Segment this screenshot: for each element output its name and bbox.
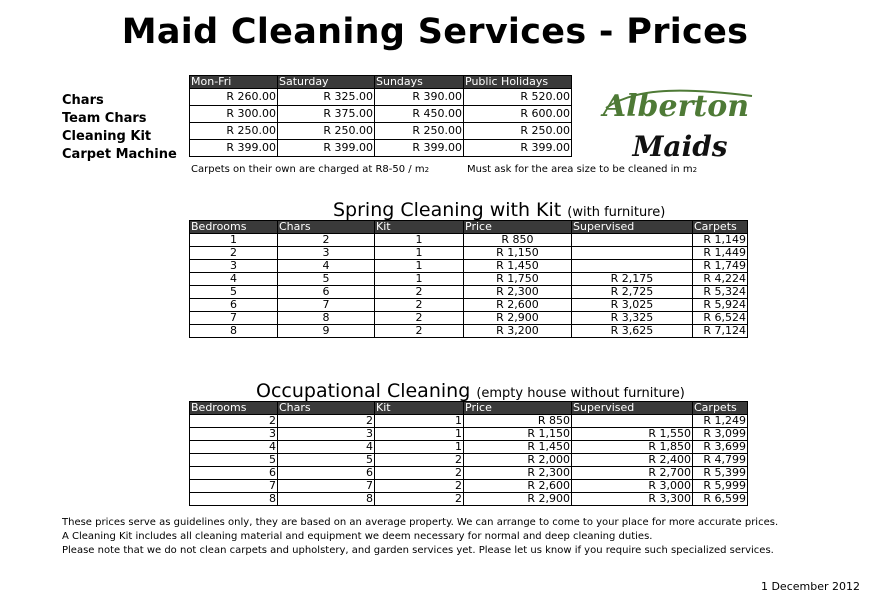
cell: R 1,750 [464,273,572,286]
price-cell: R 325.00 [278,89,375,106]
cell: R 4,224 [693,273,748,286]
price-cell: R 399.00 [190,140,278,157]
footer-note-guidelines: These prices serve as guidelines only, they are based on an average property. We can arrange to come to your place for more accurate prices. [62,517,779,528]
col-header-carpets: Carpets [693,221,748,234]
cell: R 2,000 [464,454,572,467]
table-row [190,325,748,338]
cell: 3 [190,428,278,441]
table-row [190,312,748,325]
price-cell: R 520.00 [464,89,572,106]
cell: R 3,325 [572,312,693,325]
table-row [190,428,748,441]
area-size-note [467,164,697,176]
table-row [190,260,748,273]
cell: R 5,399 [693,467,748,480]
cell: 2 [375,325,464,338]
cell: 4 [190,273,278,286]
cell: R 6,524 [693,312,748,325]
cell: R 1,550 [572,428,693,441]
col-header-saturday: Saturday [278,76,375,89]
cell: R 2,600 [464,480,572,493]
price-cell: R 250.00 [278,123,375,140]
cell: 1 [375,260,464,273]
cell: R 1,450 [464,260,572,273]
carpet-charge-note [191,164,429,176]
cell: 4 [190,441,278,454]
col-header-price: Price [464,402,572,415]
cell: 8 [278,312,375,325]
logo-line1: Alberton [602,89,750,124]
table-row [190,140,572,157]
alberton-maids-logo [592,72,762,164]
price-table-header [190,76,572,89]
table-row [190,123,572,140]
cell: 2 [278,415,375,428]
cell: 5 [278,454,375,467]
cell: 2 [278,234,375,247]
price-table [189,75,572,157]
row-label-chars: Chars [62,93,104,108]
cell: 5 [278,273,375,286]
occupational-cleaning-table [189,401,748,506]
cell: R 850 [464,415,572,428]
price-cell: R 260.00 [190,89,278,106]
price-cell: R 250.00 [464,123,572,140]
cell: 1 [375,273,464,286]
cell: 2 [190,415,278,428]
table-row [190,273,748,286]
cell: 2 [375,312,464,325]
superscript: 2 [424,166,430,174]
cell: 8 [190,325,278,338]
cell: R 1,450 [464,441,572,454]
table-row [190,247,748,260]
table-row [190,299,748,312]
col-header-supervised: Supervised [572,402,693,415]
cell: R 4,799 [693,454,748,467]
cell [572,260,693,273]
table-row [190,106,572,123]
cell: R 5,924 [693,299,748,312]
col-header-kit: Kit [375,221,464,234]
cell: 5 [190,286,278,299]
col-header-carpets: Carpets [693,402,748,415]
cell: 2 [375,454,464,467]
cell: 2 [375,480,464,493]
cell: R 3,000 [572,480,693,493]
cell: R 1,749 [693,260,748,273]
cell [572,415,693,428]
col-header-sundays: Sundays [375,76,464,89]
cell: 3 [190,260,278,273]
cell: R 3,300 [572,493,693,506]
price-cell: R 600.00 [464,106,572,123]
cell: 1 [375,428,464,441]
spring-subtitle: (with furniture) [567,205,666,220]
table-row [190,467,748,480]
table-row [190,89,572,106]
price-cell: R 250.00 [375,123,464,140]
cell: 4 [278,260,375,273]
occupational-title-text: Occupational Cleaning [256,380,471,402]
cell: R 2,700 [572,467,693,480]
col-header-bedrooms: Bedrooms [190,402,278,415]
col-header-kit: Kit [375,402,464,415]
cell: R 6,599 [693,493,748,506]
cell: 9 [278,325,375,338]
page-title: Maid Cleaning Services - Prices [121,12,749,52]
table-row [190,415,748,428]
cell: R 2,400 [572,454,693,467]
col-header-bedrooms: Bedrooms [190,221,278,234]
table-row [190,480,748,493]
spring-cleaning-table [189,220,748,338]
table-row [190,454,748,467]
spring-table-header [190,221,748,234]
cell: R 3,699 [693,441,748,454]
cell: R 3,025 [572,299,693,312]
occupational-subtitle: (empty house without furniture) [476,386,685,401]
document-date: 1 December 2012 [760,580,860,593]
price-cell: R 375.00 [278,106,375,123]
row-label-carpet-machine: Carpet Machine [62,147,177,162]
cell: R 2,175 [572,273,693,286]
cell [572,234,693,247]
cell: 7 [278,480,375,493]
price-cell: R 250.00 [190,123,278,140]
cell: 6 [190,467,278,480]
cell: R 850 [464,234,572,247]
cell: R 2,725 [572,286,693,299]
price-cell: R 450.00 [375,106,464,123]
occupational-table-header [190,402,748,415]
cell: 3 [278,428,375,441]
cell: R 1,249 [693,415,748,428]
cell: 6 [278,467,375,480]
col-header-price: Price [464,221,572,234]
cell: 1 [190,234,278,247]
col-header-supervised: Supervised [572,221,693,234]
col-header-mon-fri: Mon-Fri [190,76,278,89]
table-row [190,441,748,454]
cell: R 2,300 [464,286,572,299]
cell: R 3,099 [693,428,748,441]
col-header-chars: Chars [278,221,375,234]
carpet-charge-note-text: Carpets on their own are charged at R8-50 / m [191,164,425,175]
area-size-note-text: Must ask for the area size to be cleaned in m [467,164,693,175]
cell: 1 [375,441,464,454]
cell: R 1,149 [693,234,748,247]
col-header-public-holidays: Public Holidays [464,76,572,89]
cell: R 1,150 [464,428,572,441]
table-row [190,493,748,506]
col-header-chars: Chars [278,402,375,415]
price-cell: R 399.00 [375,140,464,157]
price-cell: R 390.00 [375,89,464,106]
row-label-cleaning-kit: Cleaning Kit [62,129,152,144]
cell: R 2,900 [464,493,572,506]
cell: 2 [375,493,464,506]
cell: 1 [375,247,464,260]
row-label-team-chars: Team Chars [62,111,147,126]
logo-line2: Maids [632,130,728,163]
cell: 1 [375,415,464,428]
price-cell: R 399.00 [464,140,572,157]
table-row [190,286,748,299]
cell: R 2,900 [464,312,572,325]
cell: 5 [190,454,278,467]
cell: R 3,200 [464,325,572,338]
cell: 6 [278,286,375,299]
cell: R 1,449 [693,247,748,260]
table-row [190,234,748,247]
cell: 7 [190,312,278,325]
cell [572,247,693,260]
cell: R 3,625 [572,325,693,338]
cell: 2 [375,299,464,312]
cell: 8 [190,493,278,506]
cell: R 5,324 [693,286,748,299]
cell: 7 [278,299,375,312]
cell: R 2,600 [464,299,572,312]
cell: 7 [190,480,278,493]
cell: 6 [190,299,278,312]
cell: R 5,999 [693,480,748,493]
price-cell: R 300.00 [190,106,278,123]
spring-title-text: Spring Cleaning with Kit [333,199,562,221]
cell: 8 [278,493,375,506]
cell: 3 [278,247,375,260]
cell: 1 [375,234,464,247]
cell: 2 [375,467,464,480]
cell: 2 [190,247,278,260]
footer-note-services: Please note that we do not clean carpets and upholstery, and garden services yet. Please let us know if you require such specialized services. [62,545,774,556]
cell: R 2,300 [464,467,572,480]
cell: R 1,150 [464,247,572,260]
superscript: 2 [692,166,698,174]
cell: 4 [278,441,375,454]
footer-note-cleaning-kit: A Cleaning Kit includes all cleaning material and equipment we deem necessary for normal and deep cleaning duties. [62,531,653,542]
cell: 2 [375,286,464,299]
price-cell: R 399.00 [278,140,375,157]
cell: R 7,124 [693,325,748,338]
cell: R 1,850 [572,441,693,454]
